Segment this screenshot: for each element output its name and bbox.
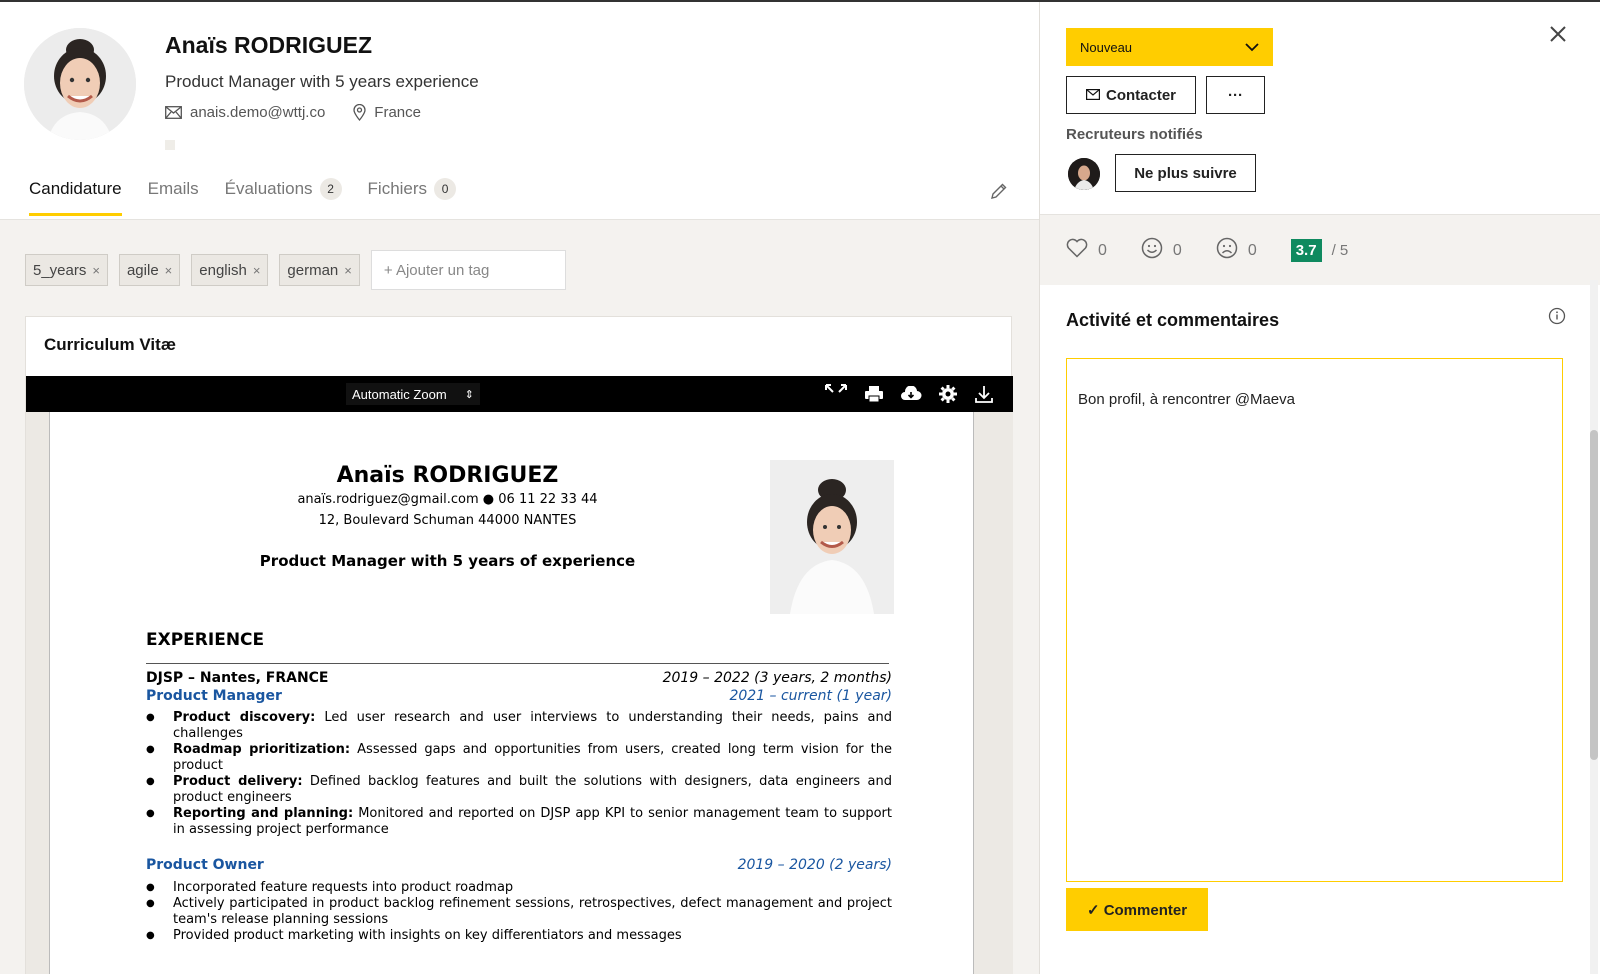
- cv-experience-heading: EXPERIENCE: [146, 630, 265, 650]
- cv-role-row: [146, 688, 892, 704]
- contact-button[interactable]: [1066, 76, 1196, 114]
- scrollbar-thumb[interactable]: [1590, 430, 1598, 760]
- bullet-text: Defined backlog features and built the solutions with designers, data engineers and product engineers: [173, 774, 892, 805]
- tab-emails[interactable]: [148, 178, 199, 216]
- tab-evaluations[interactable]: [225, 178, 342, 216]
- tag-label: english: [199, 261, 247, 279]
- bullet-text: Assessed gaps and opportunities from users, created long term vision for the product: [173, 742, 892, 773]
- comment-button[interactable]: ✓ Commenter: [1066, 888, 1208, 931]
- tab-label: Emails: [147, 179, 199, 198]
- tag-label: 5_years: [33, 261, 87, 279]
- score-total: / 5: [1331, 242, 1349, 259]
- recruiter-avatar[interactable]: [1068, 158, 1100, 190]
- cv-role-bullets: [146, 710, 892, 838]
- list-item: [146, 710, 892, 742]
- recruiters-label: Recruteurs notifiés: [1066, 126, 1203, 143]
- tab-candidature[interactable]: [29, 178, 122, 216]
- add-tag-input[interactable]: + Ajouter un tag: [371, 250, 566, 290]
- bullet-heading: Product delivery:: [173, 774, 303, 789]
- cv-company-dates: 2019 – 2022 (3 years, 2 months): [662, 670, 892, 686]
- candidate-location: France: [374, 104, 421, 121]
- pdf-page: [49, 412, 974, 974]
- tab-label: Candidature: [29, 179, 122, 198]
- list-item: [146, 774, 892, 806]
- chevron-down-icon: [1245, 40, 1259, 55]
- cv-card: [25, 316, 1012, 974]
- activity-title: Activité et commentaires: [1066, 310, 1280, 330]
- candidate-meta: [165, 104, 421, 121]
- print-icon[interactable]: [864, 385, 884, 408]
- candidate-headline: Product Manager with 5 years experience: [165, 72, 479, 91]
- candidate-name: Anaïs RODRIGUEZ: [165, 32, 373, 58]
- candidate-main-pane: [0, 2, 1040, 974]
- cv-role-bullets: [146, 880, 892, 944]
- tab-label: Évaluations: [224, 179, 313, 198]
- reactions: [1066, 237, 1348, 264]
- cv-company-row: [146, 670, 892, 686]
- tab-count-badge: 2: [320, 178, 342, 200]
- tag-chip: [25, 254, 108, 286]
- list-item: ● Actively participated in product backlog refinement sessions, retrospectives, defect management and project team's release planning sessions: [146, 896, 892, 928]
- cv-contact: anaïs.rodriguez@gmail.com ● 06 11 22 33 44: [297, 492, 598, 507]
- location-pin-icon: [353, 104, 366, 121]
- list-item: ● Incorporated feature requests into product roadmap: [146, 880, 892, 896]
- tab-count-badge: 0: [434, 178, 456, 200]
- tab-label: Fichiers: [367, 179, 428, 198]
- pdf-toolbar: [26, 376, 1013, 412]
- cv-role-title: Product Owner: [146, 857, 264, 873]
- tag-remove-icon[interactable]: ×: [344, 262, 352, 278]
- bullet-text: Monitored and reported on DJSP app KPI to senior management team to support in assessing project performance: [173, 806, 892, 837]
- contact-button-label: Contacter: [1105, 86, 1176, 104]
- tag-chip: [191, 254, 268, 286]
- more-actions-button[interactable]: ···: [1206, 76, 1265, 114]
- cv-role-title: Product Manager: [146, 688, 282, 704]
- score-badge: 3.7: [1291, 239, 1322, 262]
- candidate-header: [0, 2, 1040, 220]
- tag-chip: [119, 254, 180, 286]
- cv-photo: [770, 460, 894, 614]
- bullet-heading: Product discovery:: [173, 710, 316, 725]
- tag-remove-icon[interactable]: ×: [92, 262, 100, 278]
- likes-count: 0: [1098, 241, 1107, 259]
- info-icon[interactable]: [1548, 307, 1566, 330]
- cv-role-row: [146, 857, 892, 873]
- sad-count: 0: [1247, 241, 1257, 259]
- tag-list: [25, 250, 566, 290]
- candidate-tabs: [29, 178, 456, 216]
- comment-textarea[interactable]: Bon profil, à rencontrer @Maeva: [1066, 358, 1563, 882]
- cv-headline: Product Manager with 5 years of experience: [259, 552, 636, 570]
- smile-icon[interactable]: [1141, 237, 1163, 264]
- happy-count: 0: [1172, 241, 1182, 259]
- unfollow-button[interactable]: Ne plus suivre: [1115, 154, 1256, 192]
- heart-icon[interactable]: [1066, 238, 1088, 263]
- cv-divider: [146, 663, 889, 664]
- cloud-download-icon[interactable]: [900, 386, 922, 407]
- bullet-heading: Reporting and planning:: [173, 806, 354, 821]
- pdf-viewer[interactable]: [26, 412, 1013, 974]
- tag-label: agile: [126, 261, 159, 279]
- candidate-sidebar: [1040, 2, 1600, 974]
- mail-icon: [1086, 87, 1100, 104]
- frown-icon[interactable]: [1216, 237, 1238, 264]
- settings-icon[interactable]: [938, 384, 958, 409]
- list-item: ● Provided product marketing with insights on key differentiators and messages: [146, 928, 892, 944]
- cv-role-dates: 2021 – current (1 year): [729, 688, 892, 704]
- sidebar-scrollbar[interactable]: [1590, 280, 1598, 974]
- cv-company: DJSP – Nantes, FRANCE: [146, 670, 329, 686]
- tag-chip: [279, 254, 359, 286]
- cv-role-dates: 2019 – 2020 (2 years): [737, 857, 892, 873]
- zoom-arrow-icon: ⇕: [464, 388, 474, 401]
- status-value: Nouveau: [1080, 39, 1133, 55]
- list-item: [146, 742, 892, 774]
- candidate-avatar: [24, 28, 136, 140]
- status-dropdown[interactable]: [1066, 28, 1273, 66]
- cv-address: 12, Boulevard Schuman 44000 NANTES: [318, 513, 577, 528]
- zoom-select[interactable]: [346, 383, 480, 405]
- placeholder-square: [165, 140, 175, 150]
- bullet-text: Led user research and user interviews to understanding their needs, pains and challenges: [173, 710, 892, 741]
- close-icon[interactable]: [1548, 24, 1568, 49]
- fullscreen-icon[interactable]: [824, 383, 848, 410]
- tag-remove-icon[interactable]: ×: [164, 262, 173, 278]
- cv-name: Anaïs RODRIGUEZ: [336, 463, 559, 488]
- tag-label: german: [287, 261, 339, 279]
- zoom-value: Automatic Zoom: [352, 386, 447, 402]
- reactions-bar: [1040, 215, 1600, 285]
- tag-remove-icon[interactable]: ×: [252, 262, 261, 278]
- mail-icon: [165, 106, 182, 119]
- cv-section-title: Curriculum Vitæ: [44, 335, 176, 354]
- pdf-toolbar-actions: [824, 383, 994, 410]
- list-item: [146, 806, 892, 838]
- pencil-icon[interactable]: [990, 182, 1008, 205]
- bullet-heading: Roadmap prioritization:: [173, 742, 351, 757]
- download-icon[interactable]: [974, 384, 994, 409]
- tab-fichiers[interactable]: [368, 178, 457, 216]
- candidate-email[interactable]: anais.demo@wttj.co: [190, 104, 326, 121]
